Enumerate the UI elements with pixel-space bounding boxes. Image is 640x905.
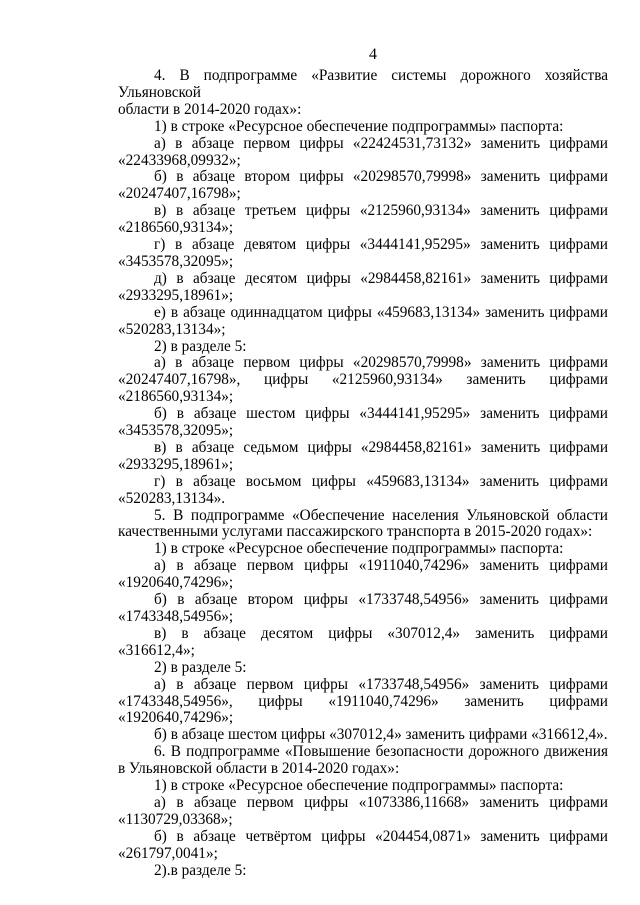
text-line: «1920640,74296»; <box>118 574 234 592</box>
text-line: а) в абзаце первом цифры «1073386,11668» заменить цифрами <box>154 793 608 811</box>
text-line: «20247407,16798»; <box>118 185 241 203</box>
text-line: б) в абзаце шестом цифры «307012,4» заменить цифрами «316612,4». <box>154 726 608 744</box>
text-line: 1) в строке «Ресурсное обеспечение подпрограммы» паспорта: <box>154 117 564 135</box>
text-line: в Ульяновской области в 2014-2020 годах»: <box>118 760 400 778</box>
page-number: 4 <box>369 46 377 63</box>
text-line: а) в абзаце первом цифры «20298570,79998» заменить цифрами <box>154 354 608 372</box>
text-line: области в 2014-2020 годах»: <box>118 100 302 118</box>
text-line: в) в абзаце третьем цифры «2125960,93134» заменить цифрами <box>154 202 608 220</box>
text-line: «2933295,18961»; <box>118 455 234 473</box>
text-line: б) в абзаце втором цифры «1733748,54956» заменить цифрами <box>154 591 608 609</box>
text-line: «2186560,93134»; <box>118 388 234 406</box>
text-line: б) в абзаце четвёртом цифры «204454,0871» заменить цифрами <box>154 827 608 845</box>
text-line: а) в абзаце первом цифры «1733748,54956» заменить цифрами <box>154 675 608 693</box>
text-line: «261797,0041»; <box>118 844 218 862</box>
text-line: «3453578,32095»; <box>118 422 234 440</box>
text-line: в) в абзаце десятом цифры «307012,4» заменить цифрами «316612,4»; <box>118 624 608 659</box>
text-line: «22433968,09932»; <box>118 151 241 169</box>
text-line: е) в абзаце одиннадцатом цифры «459683,13134» заменить цифрами <box>154 303 608 321</box>
text-line: «20247407,16798», цифры «2125960,93134» заменить цифрами <box>118 371 608 389</box>
text-line: 2).в разделе 5: <box>154 861 247 879</box>
text-line: «520283,13134». <box>118 489 226 507</box>
text-line: г) в абзаце девятом цифры «3444141,95295» заменить цифрами <box>154 236 608 254</box>
text-line: г) в абзаце восьмом цифры «459683,13134» заменить цифрами <box>154 472 608 490</box>
text-line: «3453578,32095»; <box>118 252 234 270</box>
text-line: «2186560,93134»; <box>118 219 234 237</box>
text-line: в) в абзаце седьмом цифры «2984458,82161» заменить цифрами <box>154 438 608 456</box>
text-line: а) в абзаце первом цифры «1911040,74296» заменить цифрами <box>154 557 608 575</box>
text-line: 1) в строке «Ресурсное обеспечение подпрограммы» паспорта: <box>154 540 564 558</box>
text-line: 2) в разделе 5: <box>154 337 247 355</box>
text-line: качественными услугами пассажирского транспорта в 2015-2020 годах»: <box>118 523 593 541</box>
text-line: «1743348,54956»; <box>118 608 234 625</box>
text-line: 1) в строке «Ресурсное обеспечение подпрограммы» паспорта: <box>154 777 564 795</box>
document-body <box>118 68 608 880</box>
text-line: «2933295,18961»; <box>118 286 234 304</box>
text-line: а) в абзаце первом цифры «22424531,73132» заменить цифрами <box>154 134 608 152</box>
text-line: б) в абзаце втором цифры «20298570,79998» заменить цифрами <box>154 168 608 186</box>
text-line: 4. В подпрограмме «Развитие системы дорожного хозяйства Ульяновской <box>118 67 608 101</box>
text-line: «520283,13134»; <box>118 320 226 338</box>
text-line: 2) в разделе 5: <box>154 658 247 676</box>
text-line: 5. В подпрограмме «Обеспечение населения Ульяновской области <box>154 506 608 524</box>
text-line: «1743348,54956», цифры «1911040,74296» заменить цифрами «1920640,74296»; <box>118 692 608 727</box>
text-line: «1130729,03368»; <box>118 810 233 828</box>
text-line: б) в абзаце шестом цифры «3444141,95295» заменить цифрами <box>154 405 608 423</box>
text-line: д) в абзаце десятом цифры «2984458,82161» заменить цифрами <box>154 269 608 287</box>
text-line: 6. В подпрограмме «Повышение безопасности дорожного движения <box>154 743 608 761</box>
